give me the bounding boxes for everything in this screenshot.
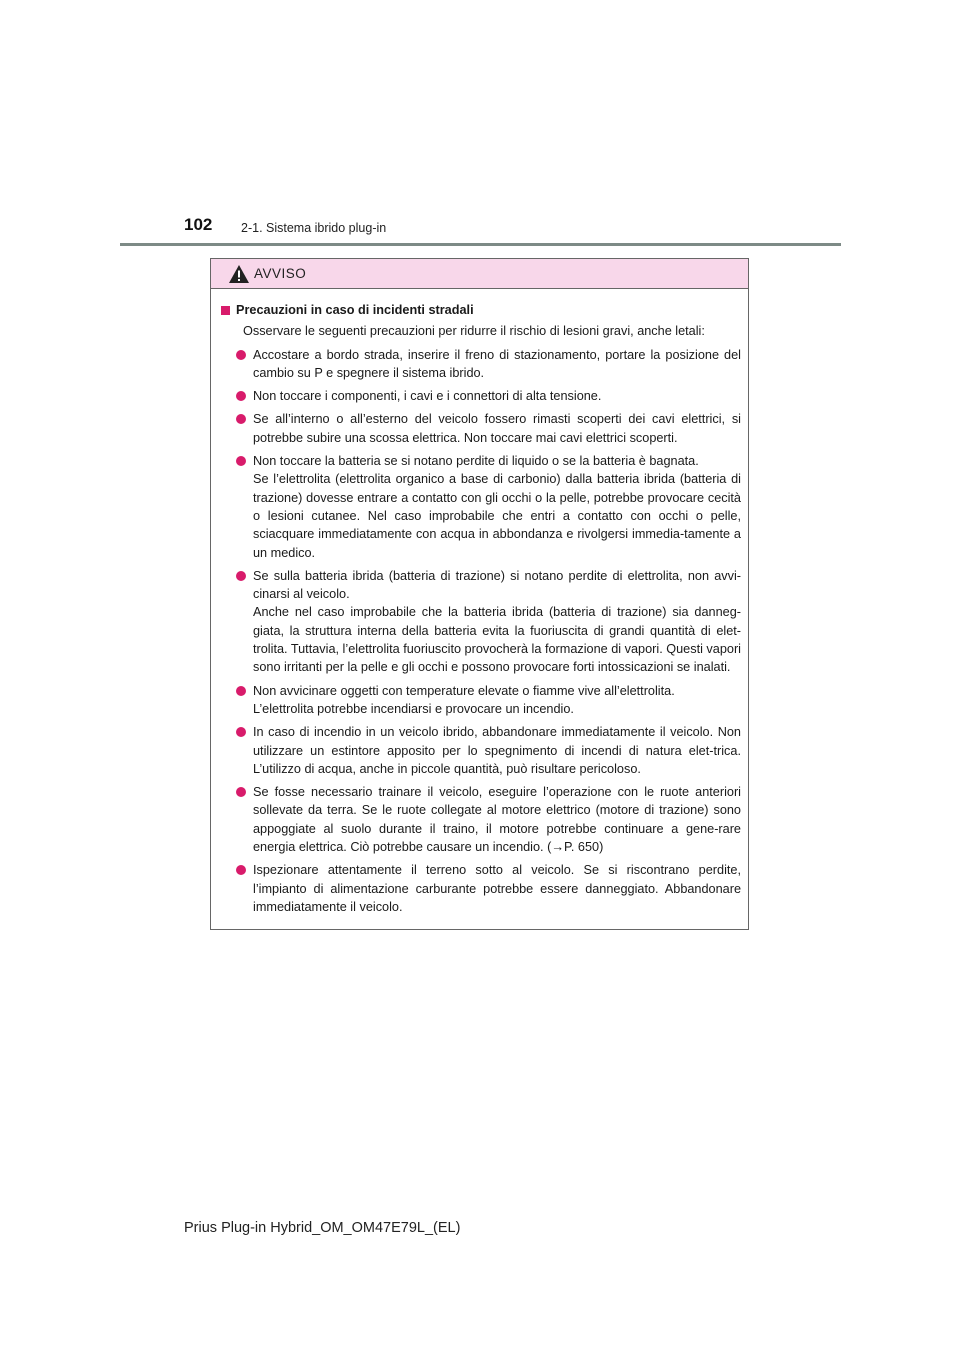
section-title: 2-1. Sistema ibrido plug-in — [241, 221, 387, 235]
warning-header — [211, 259, 748, 289]
footer-text: Prius Plug-in Hybrid_OM_OM47E79L_(EL) — [184, 1220, 461, 1236]
bullet-text — [253, 387, 741, 405]
bullet-paragraph: Ispezionare attentamente il terreno sotto al veicolo. Se si riscontrano perdite, l’impianto di alimentazione carburante potrebbe essere danneggiato. Abbandonare immediatamente il veicolo. — [253, 863, 741, 914]
bullet-dot-icon — [236, 727, 246, 737]
bullet-paragraph: Non avvicinare oggetti con temperature elevate o fiamme vive all’elettrolita. — [253, 683, 675, 698]
bullet-dot-icon — [236, 456, 246, 466]
bullet-list — [221, 346, 741, 917]
bullet-dot-icon — [236, 865, 246, 875]
warning-intro: Osservare le seguenti precauzioni per ridurre il rischio di lesioni gravi, anche letali: — [243, 324, 705, 339]
warning-title: AVVISO — [254, 266, 307, 281]
list-item — [221, 452, 741, 562]
bullet-dot-icon — [236, 571, 246, 581]
bullet-text — [253, 567, 741, 677]
bullet-paragraph: Anche nel caso improbabile che la batteria ibrida (batteria di trazione) sia danneg-giata, la struttura interna della batteria evita la fuoriuscita di grandi quantità di elet-trolita. Tuttavia, l’elettrolita fuoriuscito provocherà la formazione di vapori. Questi vapori sono irritanti per la pelle e gli occhi e possono provocare forti intossicazioni se inalati. — [253, 605, 741, 675]
bullet-dot-icon — [236, 391, 246, 401]
bullet-text — [253, 861, 741, 916]
bullet-dot-icon — [236, 686, 246, 696]
list-item — [221, 567, 741, 677]
warning-triangle-icon — [228, 264, 250, 284]
warning-body — [211, 289, 748, 916]
bullet-dot-icon — [236, 414, 246, 424]
list-item — [221, 723, 741, 778]
square-bullet-icon — [221, 306, 230, 315]
warning-heading-text: Precauzioni in caso di incidenti stradali — [236, 303, 474, 317]
list-item — [221, 410, 741, 447]
list-item — [221, 783, 741, 856]
bullet-paragraph: Se sulla batteria ibrida (batteria di trazione) si notano perdite di elettrolita, non avvi-cinarsi al veicolo. — [253, 568, 741, 602]
header-rule — [120, 243, 841, 246]
bullet-paragraph: Se l’elettrolita (elettrolita organico a base di carbonio) dalla batteria ibrida (batteria di trazione) dovesse entrare a contatto con gli occhi o la pelle, potrebbe provocare cecità o lesioni cutanee. Nel caso improbabile che entri a contatto con occhi o pelle, sciacquare immediatamente con acqua in abbondanza e rivolgersi immedia-tamente a un medico. — [253, 472, 741, 560]
list-item — [221, 861, 741, 916]
bullet-paragraph: Se fosse necessario trainare il veicolo, eseguire l’operazione con le ruote anteriori sollevate da terra. Se le ruote collegate al motore elettrico (motore di trazione) sono appoggiate al suolo durante il traino, il motore potrebbe continuare a gene-rare energia elettrica. Ciò potrebbe causare un incendio. (→P. 650) — [253, 785, 741, 855]
bullet-text — [253, 346, 741, 383]
bullet-text — [253, 410, 741, 447]
bullet-text — [253, 783, 741, 856]
bullet-paragraph: Accostare a bordo strada, inserire il freno di stazionamento, portare la posizione del cambio su P e spegnere il sistema ibrido. — [253, 347, 741, 380]
bullet-dot-icon — [236, 787, 246, 797]
bullet-dot-icon — [236, 350, 246, 360]
bullet-text — [253, 723, 741, 778]
bullet-paragraph: Se all’interno o all’esterno del veicolo fossero rimasti scoperti dei cavi elettrici, si potrebbe subire una scossa elettrica. Non toccare mai cavi elettrici scoperti. — [253, 412, 741, 445]
bullet-paragraph: Non toccare i componenti, i cavi e i connettori di alta tensione. — [253, 389, 602, 404]
page-number: 102 — [184, 215, 213, 234]
bullet-text — [253, 452, 741, 562]
list-item — [221, 682, 741, 719]
warning-heading — [221, 301, 741, 319]
bullet-paragraph: Non toccare la batteria se si notano perdite di liquido o se la batteria è bagnata. — [253, 454, 699, 469]
warning-box — [210, 258, 749, 930]
list-item — [221, 346, 741, 383]
bullet-paragraph: In caso di incendio in un veicolo ibrido, abbandonare immediatamente il veicolo. Non utilizzare un estintore apposito per lo spegnimento di incendi di natura elet-trica. L’utilizzo di acqua, anche in piccole quantità, può risultare pericoloso. — [253, 725, 741, 776]
bullet-paragraph: L’elettrolita potrebbe incendiarsi e provocare un incendio. — [253, 701, 574, 716]
list-item — [221, 387, 741, 405]
bullet-text — [253, 682, 741, 719]
